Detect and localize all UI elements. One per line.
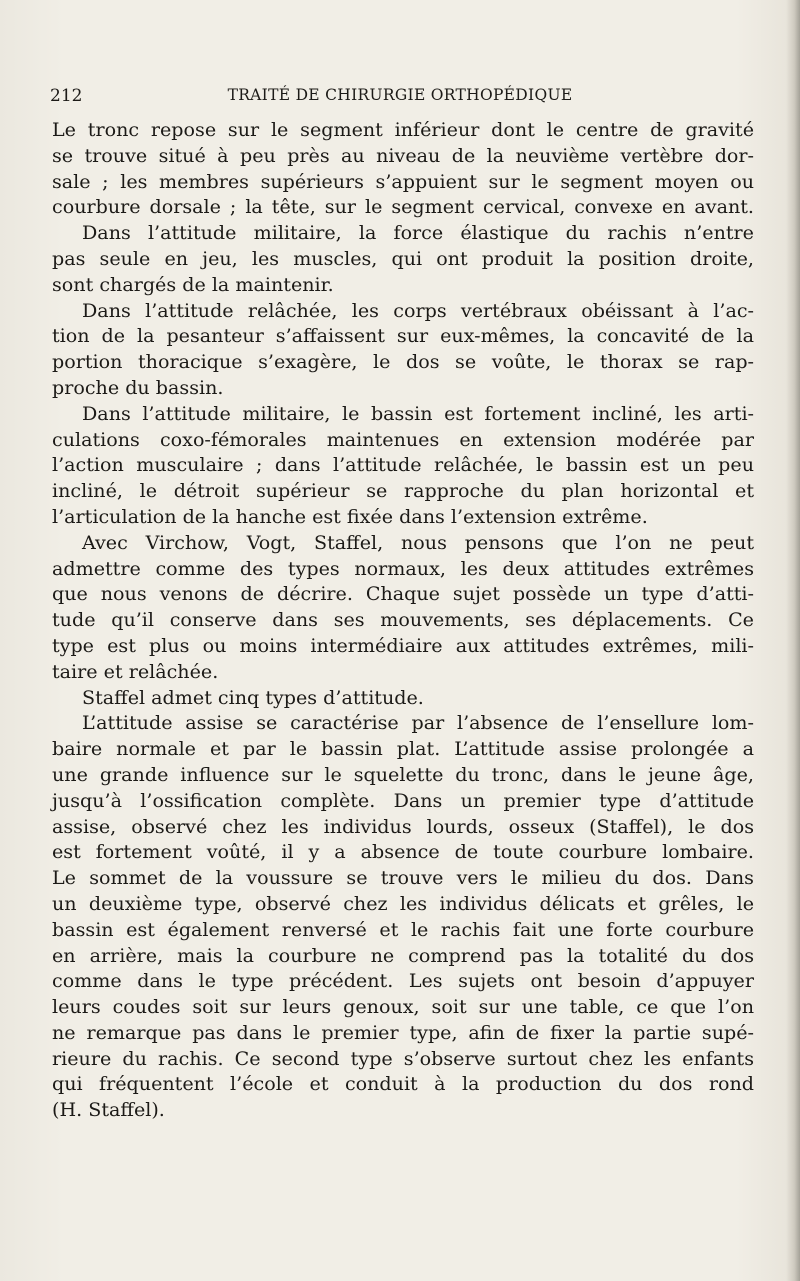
text-line: sont chargés de la maintenir.	[52, 272, 334, 296]
text-line: taire et relâchée.	[52, 659, 219, 683]
text-line: Le tronc repose sur le segment inférieur dont le centre de gravité	[52, 118, 754, 141]
text-line: Le sommet de la voussure se trouve vers le milieu du dos. Dans	[52, 866, 754, 890]
text-line: (H. Staffel).	[52, 1098, 165, 1122]
text-line: leurs coudes soit sur leurs genoux, soit sur une table, ce que l’on	[52, 995, 754, 1019]
text-line: sale ; les membres supérieurs s’appuient sur le segment moyen ou	[52, 169, 754, 193]
text-line: l’articulation de la hanche est fixée dans l’extension extrême.	[52, 504, 648, 528]
text-line: tion de la pesanteur s’affaissent sur eux-mêmes, la concavité de la	[52, 324, 754, 348]
text-line: Dans l’attitude militaire, le bassin est fortement incliné, les arti-	[82, 401, 754, 425]
text-line: bassin est également renversé et le rachis fait une forte courbure	[52, 917, 754, 941]
text-line: type est plus ou moins intermédiaire aux attitudes extrêmes, mili-	[52, 633, 754, 657]
page-edge-shadow	[786, 0, 800, 1281]
text-line: culations coxo-fémorales maintenues en extension modérée par	[52, 427, 754, 451]
text-line: que nous venons de décrire. Chaque sujet possède un type d’atti-	[52, 582, 754, 606]
text-line: comme dans le type précédent. Les sujets ont besoin d’appuyer	[52, 969, 754, 993]
text-line: qui fréquentent l’école et conduit à la production du dos rond	[52, 1072, 754, 1096]
text-line: se trouve situé à peu près au niveau de la neuvième vertèbre dor-	[52, 143, 754, 167]
text-line: rieure du rachis. Ce second type s’observe surtout chez les enfants	[52, 1046, 754, 1070]
text-line: baire normale et par le bassin plat. L’attitude assise prolongée a	[52, 737, 754, 761]
text-line: admettre comme des types normaux, les deux attitudes extrêmes	[52, 556, 754, 580]
running-title: TRAITÉ DE CHIRURGIE ORTHOPÉDIQUE	[227, 86, 573, 104]
text-line: est fortement voûté, il y a absence de toute courbure lombaire.	[52, 840, 754, 864]
text-line: incliné, le détroit supérieur se rapproche du plan horizontal et	[52, 479, 754, 503]
text-line: en arrière, mais la courbure ne comprend pas la totalité du dos	[52, 943, 754, 967]
text-line: un deuxième type, observé chez les individus délicats et grêles, le	[52, 891, 754, 915]
text-line: l’action musculaire ; dans l’attitude relâchée, le bassin est un peu	[52, 453, 754, 477]
text-line: Dans l’attitude militaire, la force élastique du rachis n’entre	[82, 221, 754, 245]
text-line: une grande influence sur le squelette du tronc, dans le jeune âge,	[52, 762, 754, 786]
running-head	[50, 86, 750, 110]
text-line: jusqu’à l’ossification complète. Dans un premier type d’attitude	[52, 788, 754, 812]
text-line: tude qu’il conserve dans ses mouvements, ses déplacements. Ce	[52, 608, 754, 632]
text-line: Dans l’attitude relâchée, les corps vertébraux obéissant à l’ac-	[82, 298, 754, 322]
text-line: assise, observé chez les individus lourds, osseux (Staffel), le dos	[52, 814, 754, 838]
text-line: courbure dorsale ; la tête, sur le segment cervical, convexe en avant.	[52, 195, 754, 219]
text-line: pas seule en jeu, les muscles, qui ont produit la position droite,	[52, 246, 754, 270]
text-line: Staffel admet cinq types d’attitude.	[82, 685, 424, 709]
text-line: ne remarque pas dans le premier type, afin de fixer la partie supé-	[52, 1020, 754, 1044]
page-number: 212	[50, 86, 83, 106]
text-line: Avec Virchow, Vogt, Staffel, nous pensons que l’on ne peut	[82, 530, 754, 554]
text-line: proche du bassin.	[52, 375, 224, 399]
body-text	[52, 117, 754, 1123]
text-line: L’attitude assise se caractérise par l’absence de l’ensellure lom-	[82, 711, 754, 735]
text-line: portion thoracique s’exagère, le dos se voûte, le thorax se rap-	[52, 350, 754, 374]
